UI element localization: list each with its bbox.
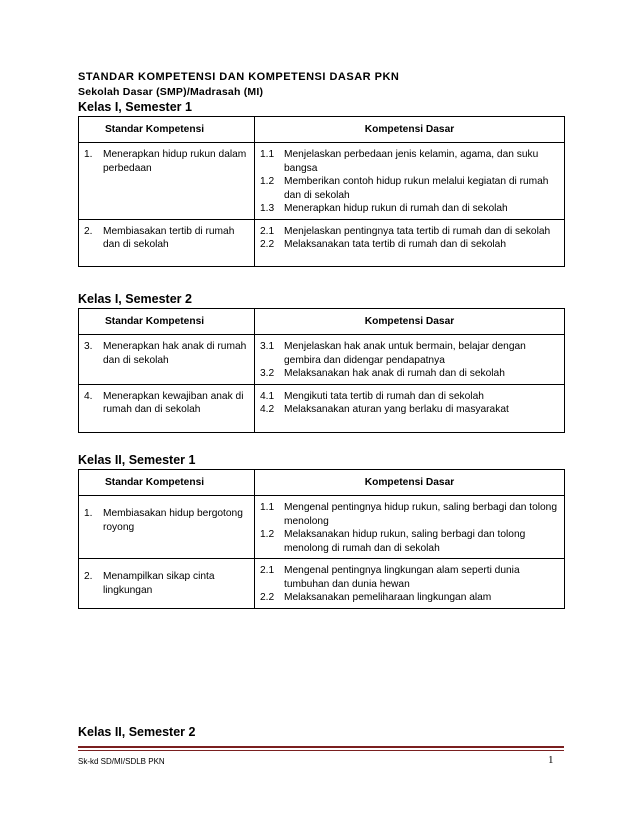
header-kd: Kompetensi Dasar bbox=[255, 309, 565, 335]
header-sk: Standar Kompetensi bbox=[79, 309, 255, 335]
sk-number: 2. bbox=[84, 571, 93, 582]
kd-table-kelas1-sem2 bbox=[78, 308, 565, 433]
sk-text: Menerapkan kewajiban anak di rumah dan di sekolah bbox=[103, 390, 244, 415]
sk-text: Membiasakan tertib di rumah dan di sekolah bbox=[103, 225, 235, 250]
kd-number: 1.3 bbox=[260, 203, 275, 214]
sk-cell bbox=[79, 219, 255, 266]
kd-number: 2.1 bbox=[260, 225, 275, 237]
header-kd: Kompetensi Dasar bbox=[255, 470, 565, 496]
table-row bbox=[79, 143, 565, 220]
kd-text: Melaksanakan tata tertib di rumah dan di sekolah bbox=[284, 239, 506, 250]
kd-number: 4.1 bbox=[260, 390, 275, 402]
kd-number: 1.2 bbox=[260, 176, 275, 187]
kd-text: Menjelaskan perbedaan jenis kelamin, agama, dan suku bangsa bbox=[284, 149, 539, 174]
sk-cell bbox=[79, 384, 255, 432]
kd-cell bbox=[255, 219, 565, 266]
sk-number: 3. bbox=[84, 341, 93, 352]
kd-text: Menjelaskan pentingnya tata tertib di rumah dan di sekolah bbox=[284, 225, 551, 237]
kd-number: 4.2 bbox=[260, 404, 275, 415]
footer-rule-thin bbox=[78, 750, 564, 751]
kd-text: Menerapkan hidup rukun di rumah dan di sekolah bbox=[284, 203, 508, 214]
section-heading-kelas2-sem1: Kelas II, Semester 1 bbox=[78, 453, 196, 467]
sk-number: 4. bbox=[84, 390, 93, 402]
sk-text: Menampilkan sikap cinta lingkungan bbox=[103, 571, 215, 596]
kd-text: Melaksanakan pemeliharaan lingkungan alam bbox=[284, 592, 492, 603]
footer-doc-name: Sk-kd SD/MI/SDLB PKN bbox=[78, 757, 165, 766]
doc-title: STANDAR KOMPETENSI DAN KOMPETENSI DASAR PKN bbox=[78, 71, 400, 83]
section-heading-kelas1-sem2: Kelas I, Semester 2 bbox=[78, 292, 192, 306]
section-heading-kelas2-sem2: Kelas II, Semester 2 bbox=[78, 725, 196, 739]
kd-cell bbox=[255, 496, 565, 559]
kd-cell bbox=[255, 384, 565, 432]
table-row bbox=[79, 219, 565, 266]
kd-number: 2.2 bbox=[260, 239, 275, 250]
kd-text: Mengenal pentingnya hidup rukun, saling berbagi dan tolong menolong bbox=[284, 502, 558, 527]
kd-number: 2.2 bbox=[260, 592, 275, 603]
sk-text: Menerapkan hidup rukun dalam perbedaan bbox=[103, 149, 247, 174]
doc-subtitle: Sekolah Dasar (SMP)/Madrasah (MI) bbox=[78, 86, 264, 98]
table-row bbox=[79, 496, 565, 559]
sk-number: 2. bbox=[84, 225, 93, 237]
sk-number: 1. bbox=[84, 149, 93, 160]
table-row bbox=[79, 559, 565, 609]
sk-text: Menerapkan hak anak di rumah dan di sekolah bbox=[103, 341, 247, 366]
kd-text: Menjelaskan hak anak untuk bermain, belajar dengan gembira dan didengar pendapatnya bbox=[284, 341, 526, 366]
table-row bbox=[79, 384, 565, 432]
kd-text: Mengikuti tata tertib di rumah dan di sekolah bbox=[284, 390, 484, 402]
kd-number: 3.1 bbox=[260, 341, 275, 352]
section-heading-kelas1-sem1: Kelas I, Semester 1 bbox=[78, 100, 192, 114]
kd-text: Memberikan contoh hidup rukun melalui kegiatan di rumah dan di sekolah bbox=[284, 176, 549, 201]
sk-cell bbox=[79, 559, 255, 609]
kd-number: 1.1 bbox=[260, 149, 275, 160]
header-sk: Standar Kompetensi bbox=[79, 470, 255, 496]
kd-number: 3.2 bbox=[260, 368, 275, 379]
sk-number: 1. bbox=[84, 508, 93, 519]
kd-number: 2.1 bbox=[260, 565, 275, 576]
kd-text: Melaksanakan hak anak di rumah dan di sekolah bbox=[284, 368, 505, 379]
sk-cell bbox=[79, 143, 255, 220]
kd-text: Melaksanakan aturan yang berlaku di masyarakat bbox=[284, 404, 509, 415]
footer-page-number: 1 bbox=[548, 754, 554, 766]
table-row bbox=[79, 335, 565, 385]
kd-table-kelas1-sem1 bbox=[78, 116, 565, 267]
sk-cell bbox=[79, 496, 255, 559]
kd-text: Mengenal pentingnya lingkungan alam seperti dunia tumbuhan dan dunia hewan bbox=[284, 565, 520, 590]
kd-cell bbox=[255, 335, 565, 385]
kd-number: 1.2 bbox=[260, 529, 275, 540]
header-kd: Kompetensi Dasar bbox=[255, 117, 565, 143]
kd-table-kelas2-sem1 bbox=[78, 469, 565, 609]
kd-cell bbox=[255, 143, 565, 220]
kd-cell bbox=[255, 559, 565, 609]
header-sk: Standar Kompetensi bbox=[79, 117, 255, 143]
kd-text: Melaksanakan hidup rukun, saling berbagi dan tolong menolong di rumah dan di sekolah bbox=[284, 529, 526, 554]
sk-cell bbox=[79, 335, 255, 385]
kd-number: 1.1 bbox=[260, 502, 275, 513]
footer-rule bbox=[78, 746, 564, 748]
sk-text: Membiasakan hidup bergotong royong bbox=[103, 508, 243, 533]
